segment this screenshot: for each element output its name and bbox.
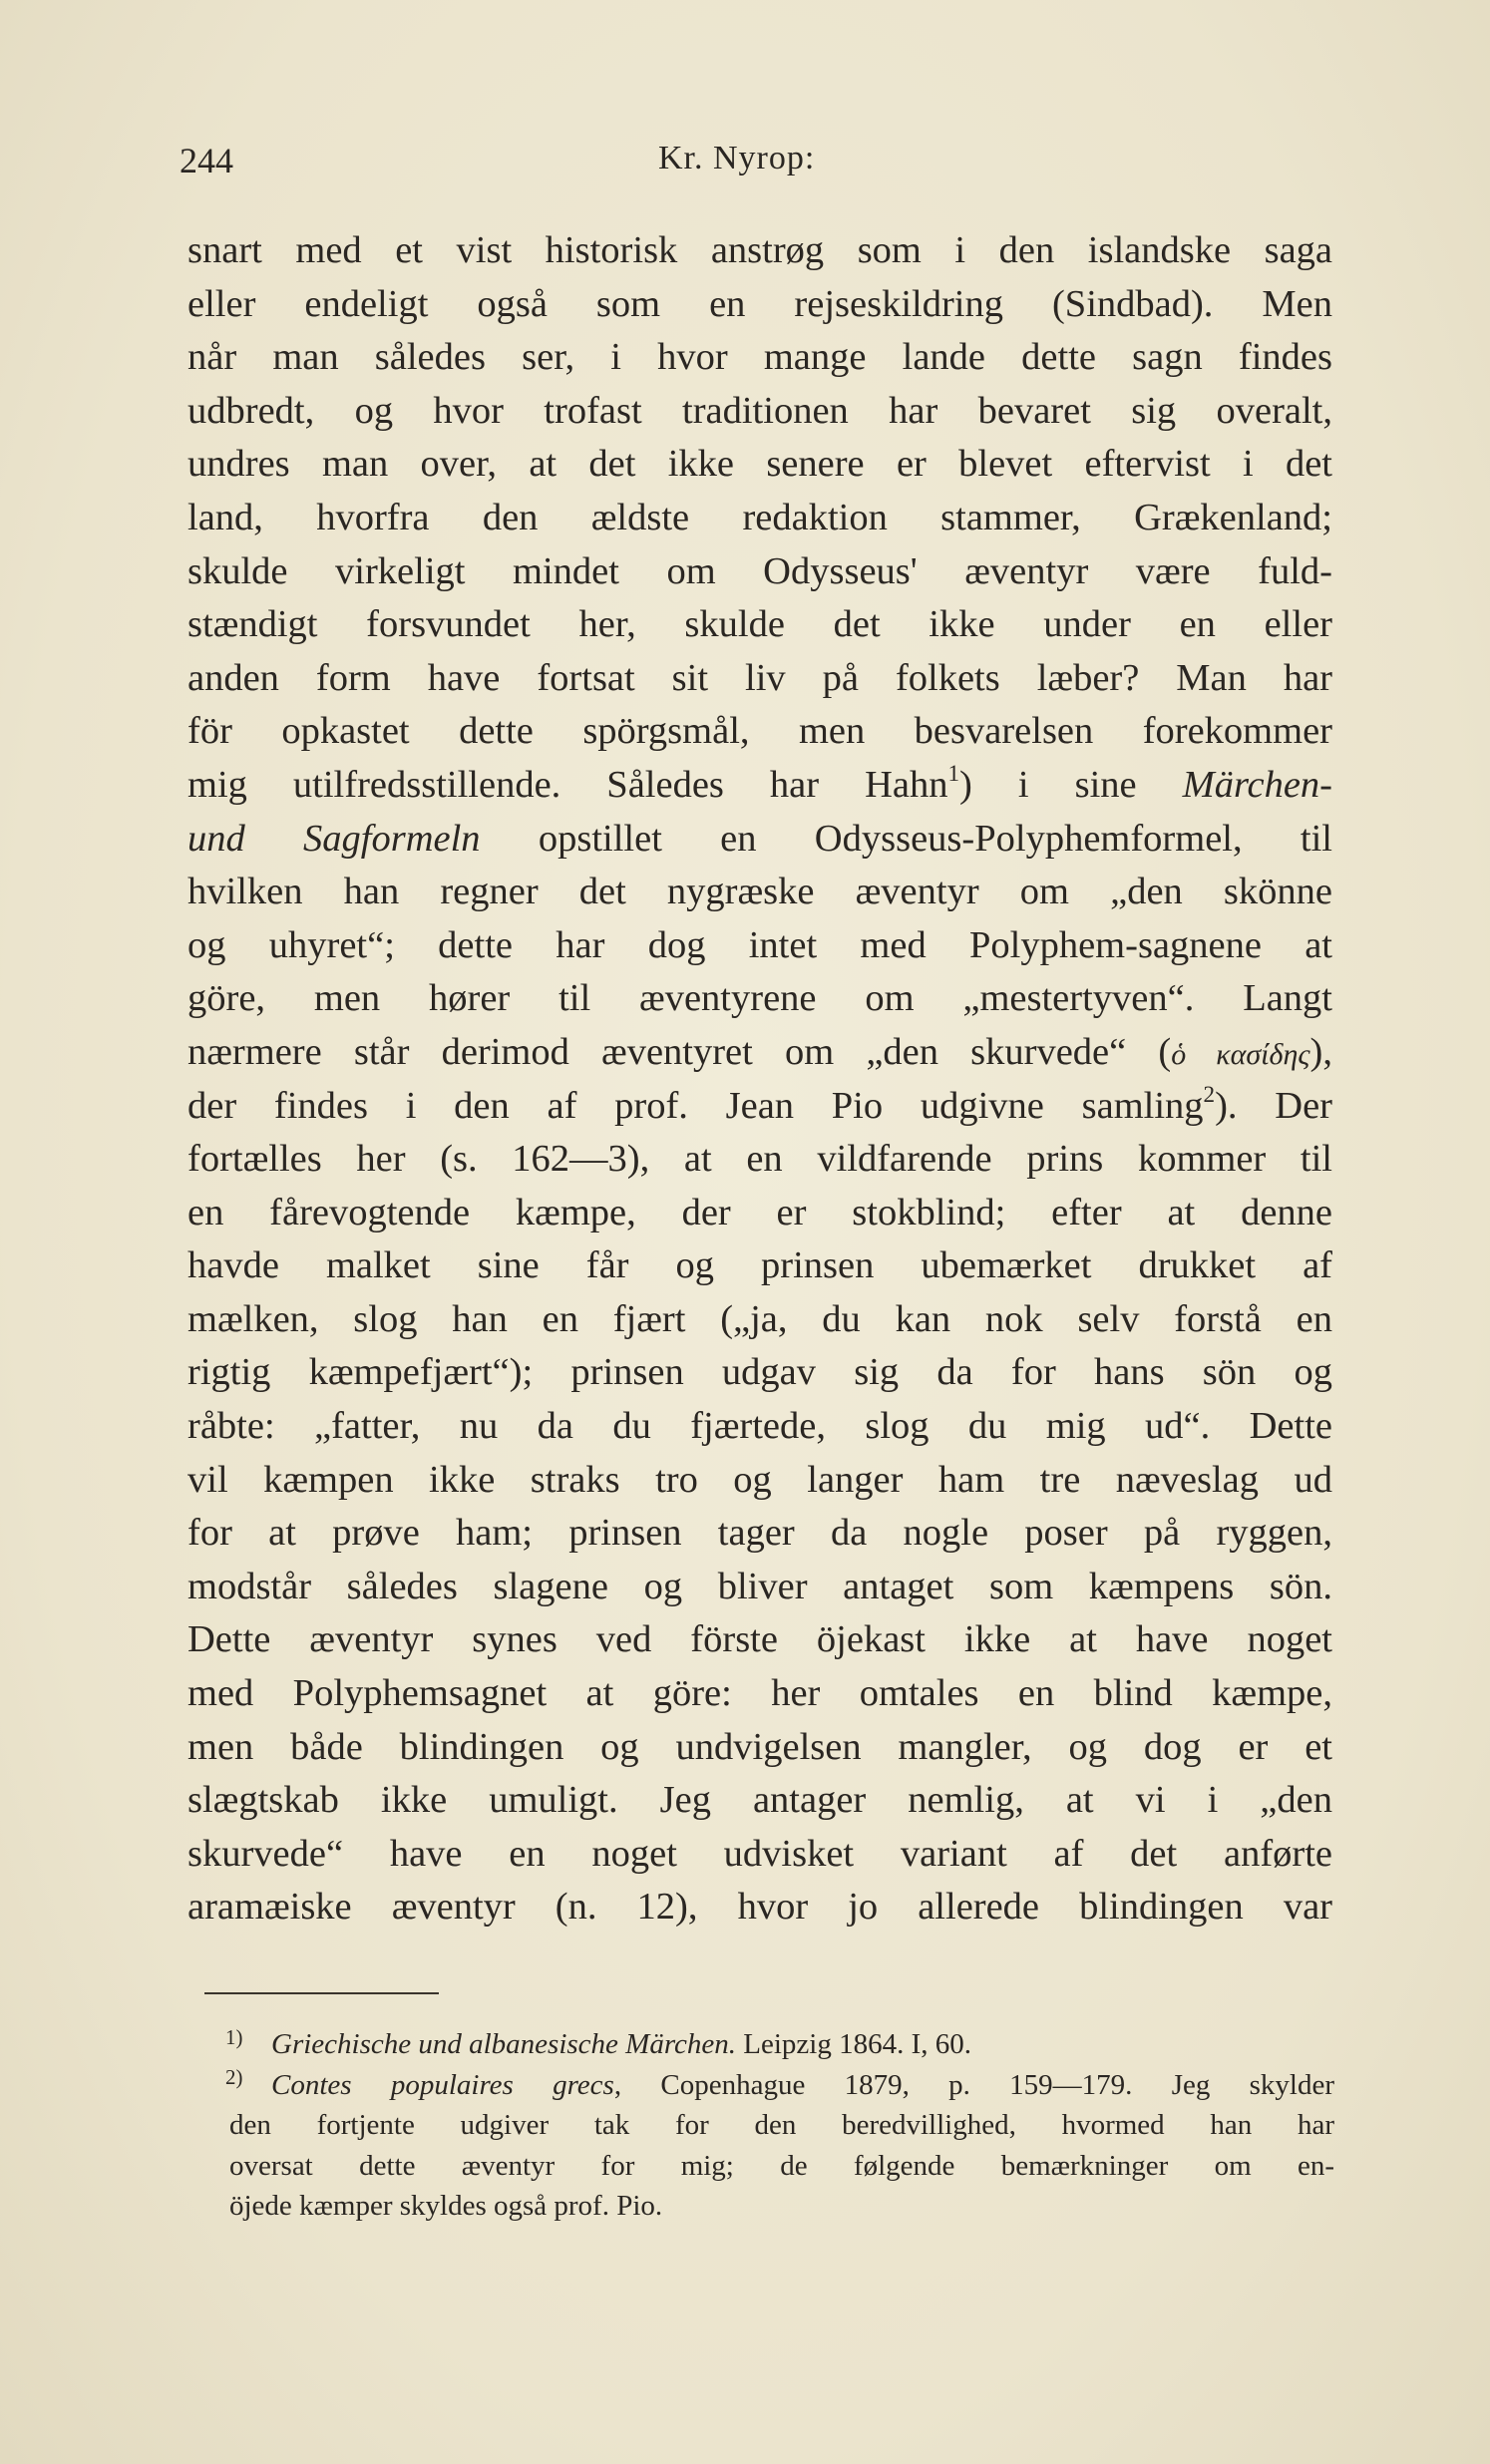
- text-line: [187, 1293, 1332, 1347]
- text-segment: når man således ser, i hvor mange lande dette sagn findes: [187, 336, 1332, 379]
- text-line: [187, 1133, 1332, 1187]
- text-segment: vil kæmpen ikke straks tro og langer ham tre næveslag ud: [187, 1458, 1332, 1501]
- text-line: [187, 1400, 1332, 1454]
- text-segment: Dette æventyr synes ved förste öjekast ikke at have noget: [187, 1618, 1332, 1661]
- text-line: [187, 866, 1332, 919]
- text-line: [187, 1454, 1332, 1508]
- text-segment: aramæiske æventyr (n. 12), hvor jo allerede blindingen var: [187, 1886, 1332, 1929]
- footnote-line: 2) Contes populaires grecs, Copenhague 1879, p. 159—179. Jeg skylder: [225, 2065, 1334, 2101]
- text-line: [187, 1346, 1332, 1400]
- text-segment: en fårevogtende kæmpe, der er stokblind; efter at denne: [187, 1191, 1332, 1233]
- text-line: [187, 1507, 1332, 1561]
- text-segment: fortælles her (s. 162—3), at en vildfarende prins kommer til: [187, 1138, 1332, 1181]
- text-segment: stændigt forsvundet her, skulde det ikke under en eller: [187, 603, 1332, 646]
- text-segment: skurvede“ have en noget udvisket variant af det anførte: [187, 1832, 1332, 1875]
- text-line: [187, 1881, 1332, 1935]
- text-segment: modstår således slagene og bliver antaget som kæmpens sön.: [187, 1565, 1332, 1607]
- text-segment: anden form have fortsat sit liv på folkets læber? Man har: [187, 656, 1332, 699]
- text-segment: land, hvorfra den ældste redaktion stammer, Grækenland;: [187, 496, 1332, 538]
- text-line: [187, 1080, 1332, 1134]
- footnote-reference: 2: [1203, 1080, 1216, 1107]
- text-line: [187, 705, 1332, 759]
- text-segment: öjede kæmper skyldes også prof. Pio.: [229, 2190, 663, 2222]
- text-segment: opstillet en Odysseus-Polyphemformel, til: [480, 817, 1332, 860]
- text-segment: ). Der: [1215, 1084, 1332, 1127]
- text-segment: hvilken han regner det nygræske æventyr om „den skönne: [187, 871, 1332, 913]
- text-segment: ) i sine: [959, 763, 1183, 806]
- text-segment: för opkastet dette spörgsmål, men besvarelsen forekommer: [187, 710, 1332, 753]
- text-segment: , Copenhague 1879, p. 159—179. Jeg skylder: [613, 2068, 1334, 2101]
- greek-text: ὁ κασίδης: [1171, 1037, 1310, 1071]
- italic-text: und Sagformeln: [187, 817, 481, 860]
- text-segment: göre, men hører til æventyrene om „mestertyven“. Langt: [187, 977, 1332, 1020]
- text-segment: mælken, slog han en fjært („ja, du kan nok selv forstå en: [187, 1297, 1332, 1340]
- text-segment: havde malket sine får og prinsen ubemærket drukket af: [187, 1244, 1332, 1287]
- text-line: [187, 1187, 1332, 1240]
- text-line: [187, 652, 1332, 706]
- text-line: [187, 1721, 1332, 1775]
- italic-text: Märchen-: [1182, 763, 1332, 806]
- footnote-line: [229, 2105, 1334, 2146]
- italic-text: Contes populaires grecs: [271, 2068, 614, 2101]
- text-line: [187, 972, 1332, 1026]
- text-line: [187, 278, 1332, 332]
- running-head: Kr. Nyrop:: [658, 140, 816, 176]
- text-line: [187, 919, 1332, 973]
- text-line: [187, 1561, 1332, 1614]
- footnote-rule: [204, 1992, 439, 1994]
- text-segment: eller endeligt også som en rejseskildring (Sindbad). Men: [187, 282, 1332, 325]
- text-line: [187, 492, 1332, 545]
- text-segment: mig utilfredsstillende. Således har Hahn: [187, 763, 948, 806]
- text-line: [187, 224, 1332, 278]
- text-segment: men både blindingen og undvigelsen mangler, og dog er et: [187, 1725, 1332, 1768]
- text-line: [187, 331, 1332, 385]
- text-segment: den fortjente udgiver tak for den beredvillighed, hvormed han har: [229, 2109, 1334, 2141]
- text-line: [187, 385, 1332, 439]
- text-segment: nærmere står derimod æventyret om „den skurvede“ (: [187, 1030, 1172, 1073]
- text-segment: og uhyret“; dette har dog intet med Polyphem-sagnene at: [187, 923, 1332, 966]
- text-segment: med Polyphemsagnet at göre: her omtales en blind kæmpe,: [187, 1672, 1332, 1715]
- text-segment: for at prøve ham; prinsen tager da nogle poser på ryggen,: [187, 1512, 1332, 1555]
- text-line: [187, 545, 1332, 599]
- text-segment: slægtskab ikke umuligt. Jeg antager nemlig, at vi i „den: [187, 1779, 1332, 1822]
- text-segment: udbredt, og hvor trofast traditionen har bevaret sig overalt,: [187, 389, 1332, 432]
- text-segment: undres man over, at det ikke senere er blevet eftervist i det: [187, 443, 1332, 486]
- text-segment: Leipzig 1864. I, 60.: [736, 2028, 972, 2060]
- text-line: [187, 1613, 1332, 1667]
- footnote-reference: 1: [947, 759, 960, 786]
- text-segment: ),: [1309, 1030, 1332, 1073]
- text-line: [187, 598, 1332, 652]
- body-text: [187, 224, 1332, 1935]
- text-segment: snart med et vist historisk anstrøg som i den islandske saga: [187, 229, 1332, 271]
- text-segment: rigtig kæmpefjært“); prinsen udgav sig da for hans sön og: [187, 1351, 1332, 1394]
- text-line: [187, 813, 1332, 867]
- page-header: [180, 140, 1356, 189]
- text-line: [187, 1026, 1332, 1080]
- footnote-line: 1) Griechische und albanesische Märchen. Leipzig 1864. I, 60.: [225, 2024, 972, 2060]
- text-segment: råbte: „fatter, nu da du fjærtede, slog du mig ud“. Dette: [187, 1405, 1332, 1448]
- footnote-line: [229, 2186, 1334, 2227]
- italic-text: Griechische und albanesische Märchen.: [271, 2028, 737, 2060]
- text-line: [187, 1774, 1332, 1828]
- footnote-line: [229, 2146, 1334, 2187]
- footnotes: [225, 2024, 1334, 2227]
- page-number: 244: [180, 141, 233, 180]
- text-segment: oversat dette æventyr for mig; de følgende bemærkninger om en-: [229, 2149, 1334, 2182]
- text-line: [187, 1239, 1332, 1293]
- text-line: [187, 438, 1332, 492]
- text-line: [187, 1828, 1332, 1882]
- text-segment: skulde virkeligt mindet om Odysseus' æventyr være fuld-: [187, 549, 1332, 592]
- text-line: [187, 759, 1332, 813]
- text-segment: der findes i den af prof. Jean Pio udgivne samling: [187, 1084, 1204, 1127]
- text-line: [187, 1667, 1332, 1721]
